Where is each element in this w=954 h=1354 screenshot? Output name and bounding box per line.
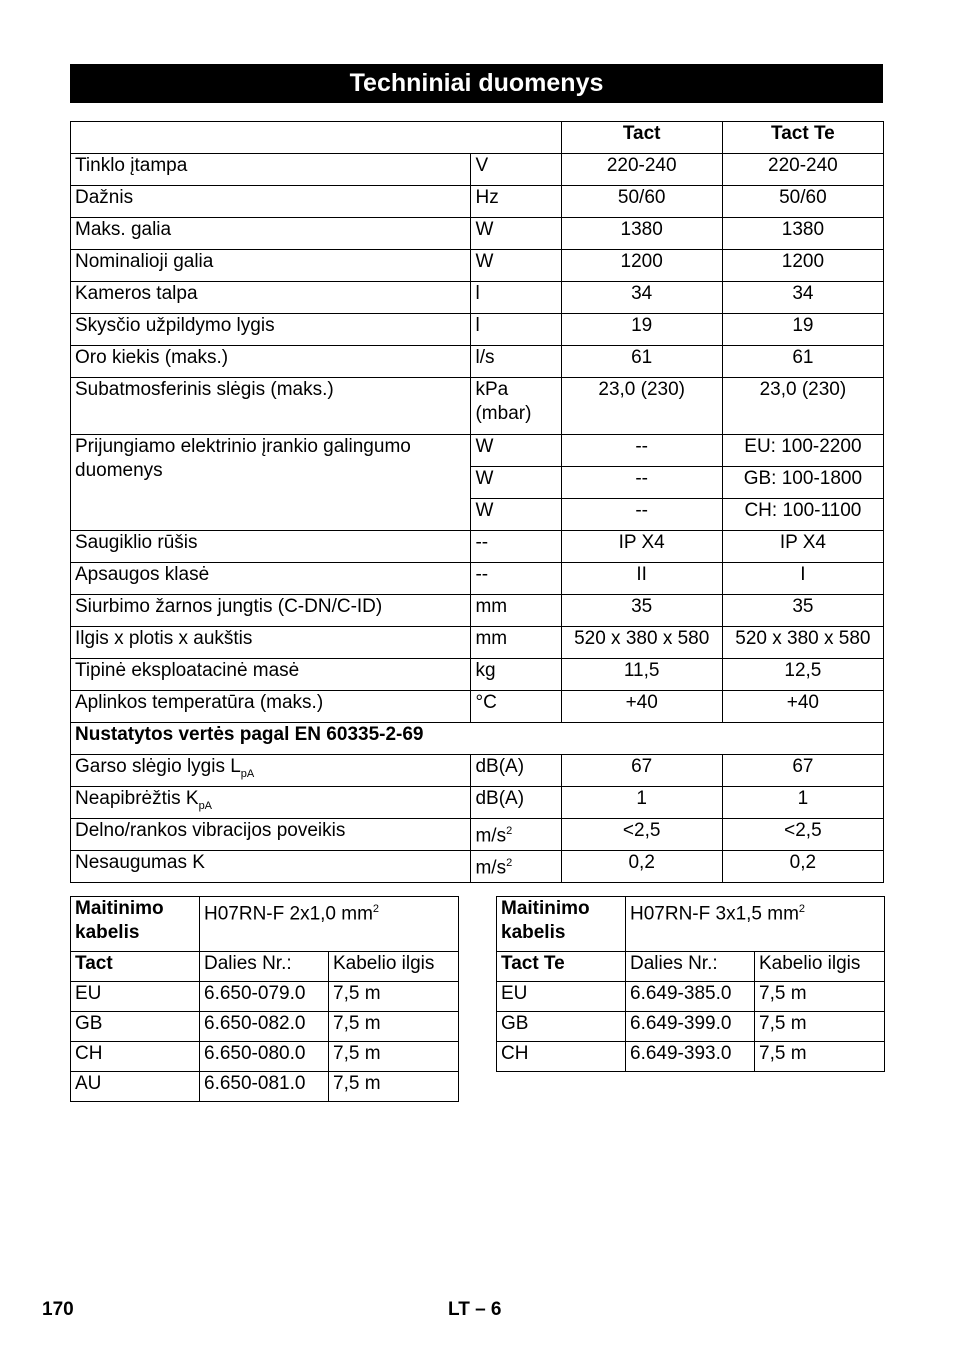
table-row [71, 755, 884, 787]
table-row [71, 378, 884, 435]
row-unit: $m/s^2$ [471, 851, 561, 883]
table-row [71, 314, 884, 346]
cable-part-number: 6.650-081.0 [200, 1072, 329, 1102]
row-value-tact: 23,0 (230) [561, 378, 722, 435]
cable-row [71, 1072, 459, 1102]
cable-length: 7,5 m [755, 1042, 885, 1072]
cable-country: EU [497, 982, 626, 1012]
row-value-tact: 220-240 [561, 154, 722, 186]
table-header-row [71, 122, 884, 154]
row-label: Apsaugos klasė [71, 563, 471, 595]
section-row [71, 723, 884, 755]
cable-part-number: 6.649-385.0 [626, 982, 755, 1012]
row-unit: l [471, 314, 561, 346]
row-value-tact-te: 67 [722, 755, 883, 787]
cable-country: AU [71, 1072, 200, 1102]
row-value-tact-te: 50/60 [722, 186, 883, 218]
cable-part-number: 6.650-079.0 [200, 982, 329, 1012]
row-value-tact: -- [561, 467, 722, 499]
table-row [71, 627, 884, 659]
row-value-tact: +40 [561, 691, 722, 723]
row-label: Ilgis x plotis x aukštis [71, 627, 471, 659]
row-label: Subatmosferinis slėgis (maks.) [71, 378, 471, 435]
cable-part-number: 6.649-393.0 [626, 1042, 755, 1072]
row-label: Prijungiamo elektrinio įrankio galingumo duomenys [71, 435, 471, 531]
row-label: Aplinkos temperatūra (maks.) [71, 691, 471, 723]
cable-model: Tact [71, 952, 200, 982]
row-unit: $m/s^2$ [471, 819, 561, 851]
table-row [71, 250, 884, 282]
row-value-tact: 1200 [561, 250, 722, 282]
cable-country: CH [497, 1042, 626, 1072]
row-unit: W [471, 499, 561, 531]
row-value-tact-te: 1200 [722, 250, 883, 282]
header-tact-te: Tact Te [722, 122, 883, 154]
cable-header-row [71, 897, 459, 952]
row-value-tact: 50/60 [561, 186, 722, 218]
cable-part-number: 6.650-080.0 [200, 1042, 329, 1072]
row-label: Siurbimo žarnos jungtis (C-DN/C-ID) [71, 595, 471, 627]
table-row [71, 691, 884, 723]
table-row [71, 218, 884, 250]
row-value-tact-te: EU: 100-2200 [722, 435, 883, 467]
row-unit: l/s [471, 346, 561, 378]
row-unit: kPa (mbar) [471, 378, 561, 435]
cable-table-tact [70, 896, 459, 1102]
row-value-tact-te: CH: 100-1100 [722, 499, 883, 531]
row-unit: W [471, 435, 561, 467]
cable-length: 7,5 m [329, 1012, 459, 1042]
cable-part-number: 6.650-082.0 [200, 1012, 329, 1042]
row-unit: mm [471, 595, 561, 627]
cable-heading: Maitinimo kabelis [71, 897, 200, 952]
cable-spec: H07RN-F 2x1,0 $mm^2$ [200, 897, 459, 952]
cable-column-row [497, 952, 885, 982]
page-number: 170 [42, 1299, 74, 1320]
row-value-tact: 61 [561, 346, 722, 378]
table-row [71, 819, 884, 851]
row-value-tact: 1 [561, 787, 722, 819]
row-label: Tipinė eksploatacinė masė [71, 659, 471, 691]
row-unit: Hz [471, 186, 561, 218]
table-row [71, 282, 884, 314]
header-tact: Tact [561, 122, 722, 154]
cable-row [497, 1012, 885, 1042]
row-value-tact-te: 1380 [722, 218, 883, 250]
row-unit: dB(A) [471, 787, 561, 819]
row-value-tact-te: <2,5 [722, 819, 883, 851]
row-label: Nominalioji galia [71, 250, 471, 282]
cable-length: 7,5 m [755, 982, 885, 1012]
row-unit: mm [471, 627, 561, 659]
row-value-tact: 19 [561, 314, 722, 346]
row-value-tact: 34 [561, 282, 722, 314]
row-unit: °C [471, 691, 561, 723]
row-value-tact-te: GB: 100-1800 [722, 467, 883, 499]
cable-row [497, 1042, 885, 1072]
cable-part-number: 6.649-399.0 [626, 1012, 755, 1042]
table-row [71, 787, 884, 819]
cable-heading: Maitinimo kabelis [497, 897, 626, 952]
cable-row [71, 1012, 459, 1042]
row-value-tact: 0,2 [561, 851, 722, 883]
row-value-tact: II [561, 563, 722, 595]
row-value-tact: 520 x 380 x 580 [561, 627, 722, 659]
table-row [71, 346, 884, 378]
row-value-tact-te: 34 [722, 282, 883, 314]
row-unit: W [471, 250, 561, 282]
cable-length: 7,5 m [329, 982, 459, 1012]
row-unit: kg [471, 659, 561, 691]
cable-model: Tact Te [497, 952, 626, 982]
table-row [71, 851, 884, 883]
row-value-tact-te: 12,5 [722, 659, 883, 691]
cable-row [497, 982, 885, 1012]
language-page-label: LT – 6 [448, 1299, 502, 1320]
row-label: Garso slėgio lygis $L_{pA}$ [71, 755, 471, 787]
row-value-tact-te: 61 [722, 346, 883, 378]
cable-length: 7,5 m [755, 1012, 885, 1042]
row-label: Skysčio užpildymo lygis [71, 314, 471, 346]
row-value-tact: -- [561, 499, 722, 531]
cable-col-length: Kabelio ilgis [755, 952, 885, 982]
row-label: Dažnis [71, 186, 471, 218]
row-value-tact-te: 520 x 380 x 580 [722, 627, 883, 659]
row-label: Kameros talpa [71, 282, 471, 314]
row-unit: dB(A) [471, 755, 561, 787]
technical-data-table [70, 121, 884, 883]
cable-length: 7,5 m [329, 1072, 459, 1102]
page-title: Techniniai duomenys [70, 64, 883, 103]
cable-table-tact-te [496, 896, 885, 1072]
row-value-tact: 35 [561, 595, 722, 627]
row-value-tact: -- [561, 435, 722, 467]
table-row [71, 186, 884, 218]
cable-col-part: Dalies Nr.: [626, 952, 755, 982]
row-value-tact-te: +40 [722, 691, 883, 723]
row-value-tact-te: 19 [722, 314, 883, 346]
row-unit: l [471, 282, 561, 314]
row-value-tact-te: I [722, 563, 883, 595]
row-label: Delno/rankos vibracijos poveikis [71, 819, 471, 851]
row-unit: W [471, 218, 561, 250]
row-value-tact-te: 0,2 [722, 851, 883, 883]
cable-header-row [497, 897, 885, 952]
row-value-tact: <2,5 [561, 819, 722, 851]
cable-country: EU [71, 982, 200, 1012]
row-label: Tinklo įtampa [71, 154, 471, 186]
header-empty-cell [71, 122, 562, 154]
table-row [71, 154, 884, 186]
row-value-tact-te: 23,0 (230) [722, 378, 883, 435]
cable-column-row [71, 952, 459, 982]
table-row [71, 531, 884, 563]
row-unit: -- [471, 531, 561, 563]
cable-row [71, 982, 459, 1012]
row-label: Neapibrėžtis $K_{pA}$ [71, 787, 471, 819]
cable-country: CH [71, 1042, 200, 1072]
cable-country: GB [71, 1012, 200, 1042]
section-heading: Nustatytos vertės pagal EN 60335-2-69 [71, 723, 884, 755]
row-label: Oro kiekis (maks.) [71, 346, 471, 378]
cable-col-part: Dalies Nr.: [200, 952, 329, 982]
row-value-tact-te: IP X4 [722, 531, 883, 563]
row-value-tact: IP X4 [561, 531, 722, 563]
row-value-tact: 67 [561, 755, 722, 787]
cable-row [71, 1042, 459, 1072]
cable-col-length: Kabelio ilgis [329, 952, 459, 982]
row-unit: V [471, 154, 561, 186]
row-label: Maks. galia [71, 218, 471, 250]
row-unit: -- [471, 563, 561, 595]
table-row [71, 595, 884, 627]
row-value-tact: 1380 [561, 218, 722, 250]
row-label: Saugiklio rūšis [71, 531, 471, 563]
row-value-tact-te: 220-240 [722, 154, 883, 186]
row-value-tact: 11,5 [561, 659, 722, 691]
row-label: Nesaugumas K [71, 851, 471, 883]
cable-country: GB [497, 1012, 626, 1042]
row-unit: W [471, 467, 561, 499]
row-value-tact-te: 1 [722, 787, 883, 819]
cable-spec: H07RN-F 3x1,5 $mm^2$ [626, 897, 885, 952]
table-row [71, 659, 884, 691]
table-row [71, 563, 884, 595]
table-row [71, 435, 884, 467]
cable-length: 7,5 m [329, 1042, 459, 1072]
row-value-tact-te: 35 [722, 595, 883, 627]
